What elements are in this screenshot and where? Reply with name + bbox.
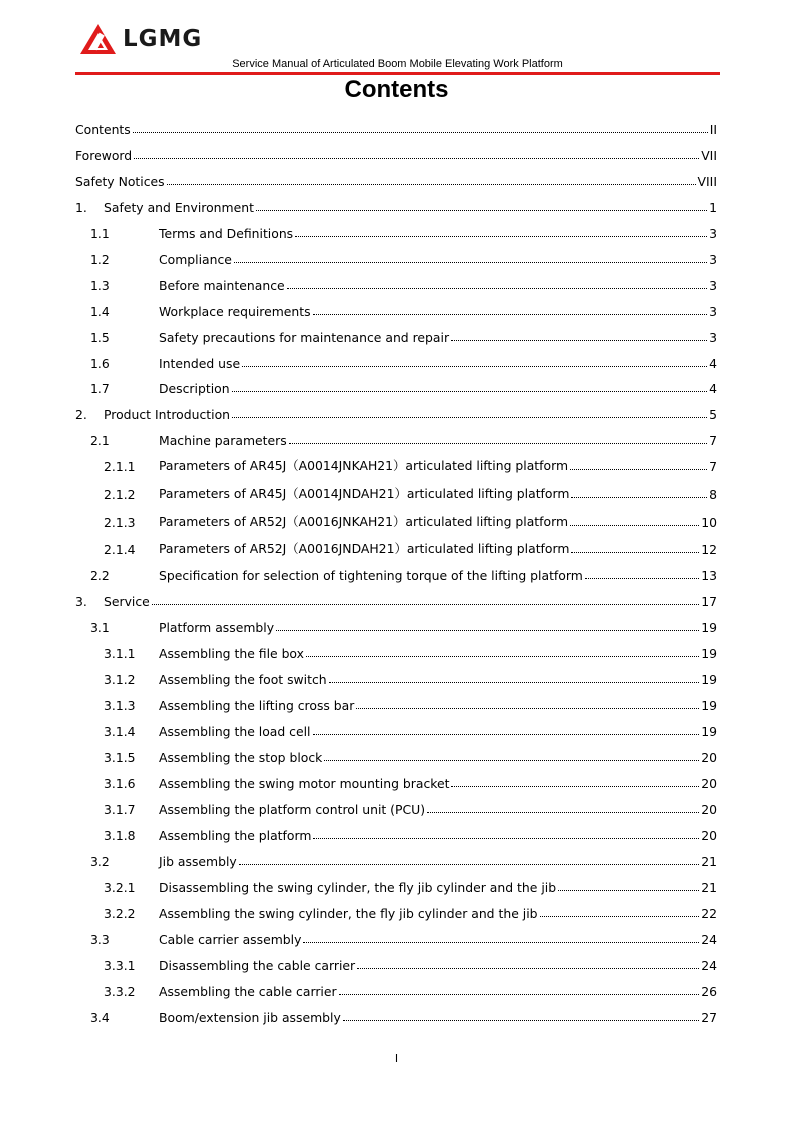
toc-entry[interactable] [75, 743, 717, 765]
toc-dot-leader [276, 630, 699, 631]
toc-dot-leader [329, 682, 700, 683]
toc-entry-page: 20 [701, 828, 717, 843]
toc-entry[interactable] [75, 561, 717, 583]
toc-entry-number: 3.1.5 [104, 750, 136, 765]
toc-entry-number: 2.2 [90, 568, 110, 583]
toc-entry-page: 19 [701, 724, 717, 739]
toc-entry-number: 3.1.3 [104, 698, 136, 713]
toc-entry-title: Terms and Definitions [159, 226, 294, 241]
toc-entry-title: Workplace requirements [159, 304, 311, 319]
toc-entry-page: 21 [701, 854, 717, 869]
toc-entry-title: Before maintenance [159, 278, 285, 293]
toc-entry-page: 3 [709, 330, 717, 345]
toc-entry-page: 13 [701, 568, 717, 583]
toc-dot-leader [451, 340, 707, 341]
toc-entry-number: 3. [75, 594, 87, 609]
toc-entry-page: 7 [709, 459, 717, 474]
toc-entry[interactable] [75, 115, 717, 137]
toc-dot-leader [339, 994, 700, 995]
toc-entry-title: Parameters of AR45J（A0014JNDAH21）articulated lifting platform [159, 486, 570, 501]
toc-entry-title: Assembling the platform [159, 828, 312, 843]
toc-entry-title: Cable carrier assembly [159, 932, 302, 947]
toc-dot-leader [313, 734, 700, 735]
toc-entry-number: 1.7 [90, 381, 110, 396]
page-title: Contents [344, 76, 449, 103]
toc-dot-leader [152, 604, 699, 605]
toc-entry[interactable] [75, 508, 717, 530]
toc-entry-number: 3.2.2 [104, 906, 136, 921]
toc-entry-title: Jib assembly [159, 854, 237, 869]
toc-dot-leader [558, 890, 699, 891]
toc-entry-title: Disassembling the swing cylinder, the fly jib cylinder and the jib [159, 880, 557, 895]
toc-entry-title: Parameters of AR45J（A0014JNKAH21）articulated lifting platform [159, 458, 569, 473]
toc-entry-page: 5 [709, 407, 717, 422]
toc-entry-number: 1.1 [90, 226, 110, 241]
toc-entry-title: Assembling the cable carrier [159, 984, 337, 999]
toc-dot-leader [570, 525, 699, 526]
toc-entry-page: 22 [701, 906, 717, 921]
page-number: I [394, 1052, 399, 1065]
toc-entry[interactable] [75, 795, 717, 817]
toc-entry[interactable] [75, 219, 717, 241]
toc-dot-leader [570, 469, 707, 470]
toc-entry-number: 3.1.1 [104, 646, 136, 661]
toc-entry[interactable] [75, 847, 717, 869]
toc-entry-number: 1.4 [90, 304, 110, 319]
toc-dot-leader [313, 314, 708, 315]
toc-dot-leader [242, 366, 707, 367]
toc-entry[interactable] [75, 717, 717, 739]
toc-dot-leader [256, 210, 707, 211]
toc-dot-leader [287, 288, 707, 289]
toc-entry[interactable] [75, 297, 717, 319]
toc-entry-page: 3 [709, 226, 717, 241]
document-subtitle: Service Manual of Articulated Boom Mobile Elevating Work Platform [232, 58, 563, 70]
toc-entry-page: 19 [701, 646, 717, 661]
toc-entry-page: 19 [701, 620, 717, 635]
toc-entry-number: 2.1.4 [104, 542, 136, 557]
toc-entry-title: Assembling the file box [159, 646, 304, 661]
toc-entry-title: Assembling the load cell [159, 724, 311, 739]
toc-dot-leader [306, 656, 699, 657]
toc-entry-number: 3.4 [90, 1010, 110, 1025]
toc-entry-page: 21 [701, 880, 717, 895]
toc-dot-leader [343, 1020, 699, 1021]
toc-entry[interactable] [75, 925, 717, 947]
toc-entry-title: Safety and Environment [104, 200, 254, 215]
toc-entry-title: Disassembling the cable carrier [159, 958, 356, 973]
toc-entry-page: 24 [701, 932, 717, 947]
toc-dot-leader [134, 158, 699, 159]
toc-dot-leader [239, 864, 699, 865]
toc-entry-page: 1 [709, 200, 717, 215]
brand-logo-text: LGMG [123, 26, 203, 52]
toc-entry-page: 20 [701, 776, 717, 791]
toc-entry-number: 1.6 [90, 356, 110, 371]
toc-entry[interactable] [75, 899, 717, 921]
toc-entry[interactable] [75, 873, 717, 895]
toc-entry-page: 24 [701, 958, 717, 973]
toc-entry-number: 1.2 [90, 252, 110, 267]
toc-entry-title: Assembling the foot switch [159, 672, 327, 687]
toc-entry-title: Intended use [159, 356, 241, 371]
toc-entry[interactable] [75, 141, 717, 163]
toc-entry-page: 10 [701, 515, 717, 530]
toc-dot-leader [295, 236, 707, 237]
toc-entry-page: 27 [701, 1010, 717, 1025]
toc-entry-number: 3.1.4 [104, 724, 136, 739]
toc-dot-leader [313, 838, 699, 839]
toc-entry-page: 20 [701, 802, 717, 817]
toc-entry[interactable] [75, 480, 717, 502]
toc-entry-number: 3.1.8 [104, 828, 136, 843]
toc-entry-page: 3 [709, 252, 717, 267]
toc-entry-title: Product Introduction [104, 407, 231, 422]
toc-entry[interactable] [75, 167, 717, 189]
toc-entry-number: 3.1.7 [104, 802, 136, 817]
toc-entry-title: Machine parameters [159, 433, 287, 448]
toc-entry-number: 1. [75, 200, 87, 215]
toc-entry[interactable] [75, 977, 717, 999]
toc-entry[interactable] [75, 452, 717, 474]
toc-entry-page: 19 [701, 672, 717, 687]
toc-entry-number: 2.1 [90, 433, 110, 448]
toc-entry-number: 3.2 [90, 854, 110, 869]
toc-dot-leader [356, 708, 699, 709]
toc-entry[interactable] [75, 613, 717, 635]
toc-entry-number: 3.1.2 [104, 672, 136, 687]
toc-dot-leader [167, 184, 696, 185]
toc-entry-page: 3 [709, 278, 717, 293]
toc-entry[interactable] [75, 821, 717, 843]
toc-dot-leader [571, 497, 707, 498]
toc-entry-title: Contents [75, 122, 131, 137]
toc-entry-page: 3 [709, 304, 717, 319]
toc-entry-title: Safety precautions for maintenance and repair [159, 330, 450, 345]
toc-dot-leader [232, 391, 708, 392]
toc-entry-page: 17 [701, 594, 717, 609]
toc-entry-title: Assembling the lifting cross bar [159, 698, 355, 713]
toc-entry-number: 2.1.2 [104, 487, 136, 502]
toc-entry[interactable] [75, 271, 717, 293]
toc-entry-page: 8 [709, 487, 717, 502]
toc-entry-number: 3.3 [90, 932, 110, 947]
toc-entry-title: Parameters of AR52J（A0016JNKAH21）articulated lifting platform [159, 514, 569, 529]
toc-dot-leader [324, 760, 699, 761]
toc-entry[interactable] [75, 769, 717, 791]
toc-entry-title: Service [104, 594, 150, 609]
toc-entry-page: 7 [709, 433, 717, 448]
toc-entry-number: 3.3.2 [104, 984, 136, 999]
toc-entry-number: 3.2.1 [104, 880, 136, 895]
toc-dot-leader [427, 812, 699, 813]
toc-entry-title: Specification for selection of tightening torque of the lifting platform [159, 568, 583, 583]
toc-dot-leader [585, 578, 699, 579]
toc-entry-title: Parameters of AR52J（A0016JNDAH21）articulated lifting platform [159, 541, 570, 556]
toc-entry[interactable] [75, 1003, 717, 1025]
toc-entry-title: Boom/extension jib assembly [159, 1010, 341, 1025]
toc-entry-number: 1.5 [90, 330, 110, 345]
toc-entry[interactable] [75, 374, 717, 396]
toc-entry-page: 4 [709, 381, 717, 396]
toc-entry[interactable] [75, 639, 717, 661]
toc-entry[interactable] [75, 349, 717, 371]
toc-entry-title: Compliance [159, 252, 232, 267]
page-header [75, 22, 720, 76]
toc-dot-leader [451, 786, 699, 787]
toc-entry-number: 2.1.1 [104, 459, 136, 474]
toc-entry-title: Assembling the swing cylinder, the fly jib cylinder and the jib [159, 906, 538, 921]
toc-dot-leader [357, 968, 699, 969]
toc-entry-page: VIII [697, 174, 717, 189]
brand-logo [78, 22, 202, 56]
toc-entry-number: 3.3.1 [104, 958, 136, 973]
toc-entry[interactable] [75, 535, 717, 557]
toc-entry-page: 26 [701, 984, 717, 999]
toc-entry-title: Assembling the swing motor mounting bracket [159, 776, 450, 791]
toc-dot-leader [232, 417, 707, 418]
toc-dot-leader [234, 262, 707, 263]
toc-entry[interactable] [75, 400, 717, 422]
lgmg-triangle-logo-icon [78, 22, 118, 56]
toc-entry-number: 2.1.3 [104, 515, 136, 530]
toc-dot-leader [289, 443, 707, 444]
toc-entry[interactable] [75, 426, 717, 448]
toc-entry-page: 19 [701, 698, 717, 713]
toc-entry-number: 1.3 [90, 278, 110, 293]
toc-entry[interactable] [75, 245, 717, 267]
toc-entry[interactable] [75, 193, 717, 215]
toc-entry-title: Assembling the platform control unit (PCU) [159, 802, 426, 817]
toc-entry[interactable] [75, 951, 717, 973]
toc-entry-number: 2. [75, 407, 87, 422]
toc-entry-number: 3.1 [90, 620, 110, 635]
toc-entry-page: VII [701, 148, 717, 163]
toc-dot-leader [303, 942, 699, 943]
toc-entry-title: Platform assembly [159, 620, 275, 635]
toc-entry-title: Foreword [75, 148, 133, 163]
toc-entry[interactable] [75, 691, 717, 713]
toc-entry-title: Description [159, 381, 230, 396]
toc-entry[interactable] [75, 323, 717, 345]
toc-entry[interactable] [75, 587, 717, 609]
toc-entry-title: Assembling the stop block [159, 750, 323, 765]
toc-entry-number: 3.1.6 [104, 776, 136, 791]
toc-dot-leader [133, 132, 708, 133]
toc-entry[interactable] [75, 665, 717, 687]
toc-entry-page: 4 [709, 356, 717, 371]
toc-entry-page: 20 [701, 750, 717, 765]
toc-dot-leader [571, 552, 699, 553]
toc-entry-page: II [709, 122, 717, 137]
toc-entry-page: 12 [701, 542, 717, 557]
toc-dot-leader [540, 916, 700, 917]
toc-entry-title: Safety Notices [75, 174, 165, 189]
